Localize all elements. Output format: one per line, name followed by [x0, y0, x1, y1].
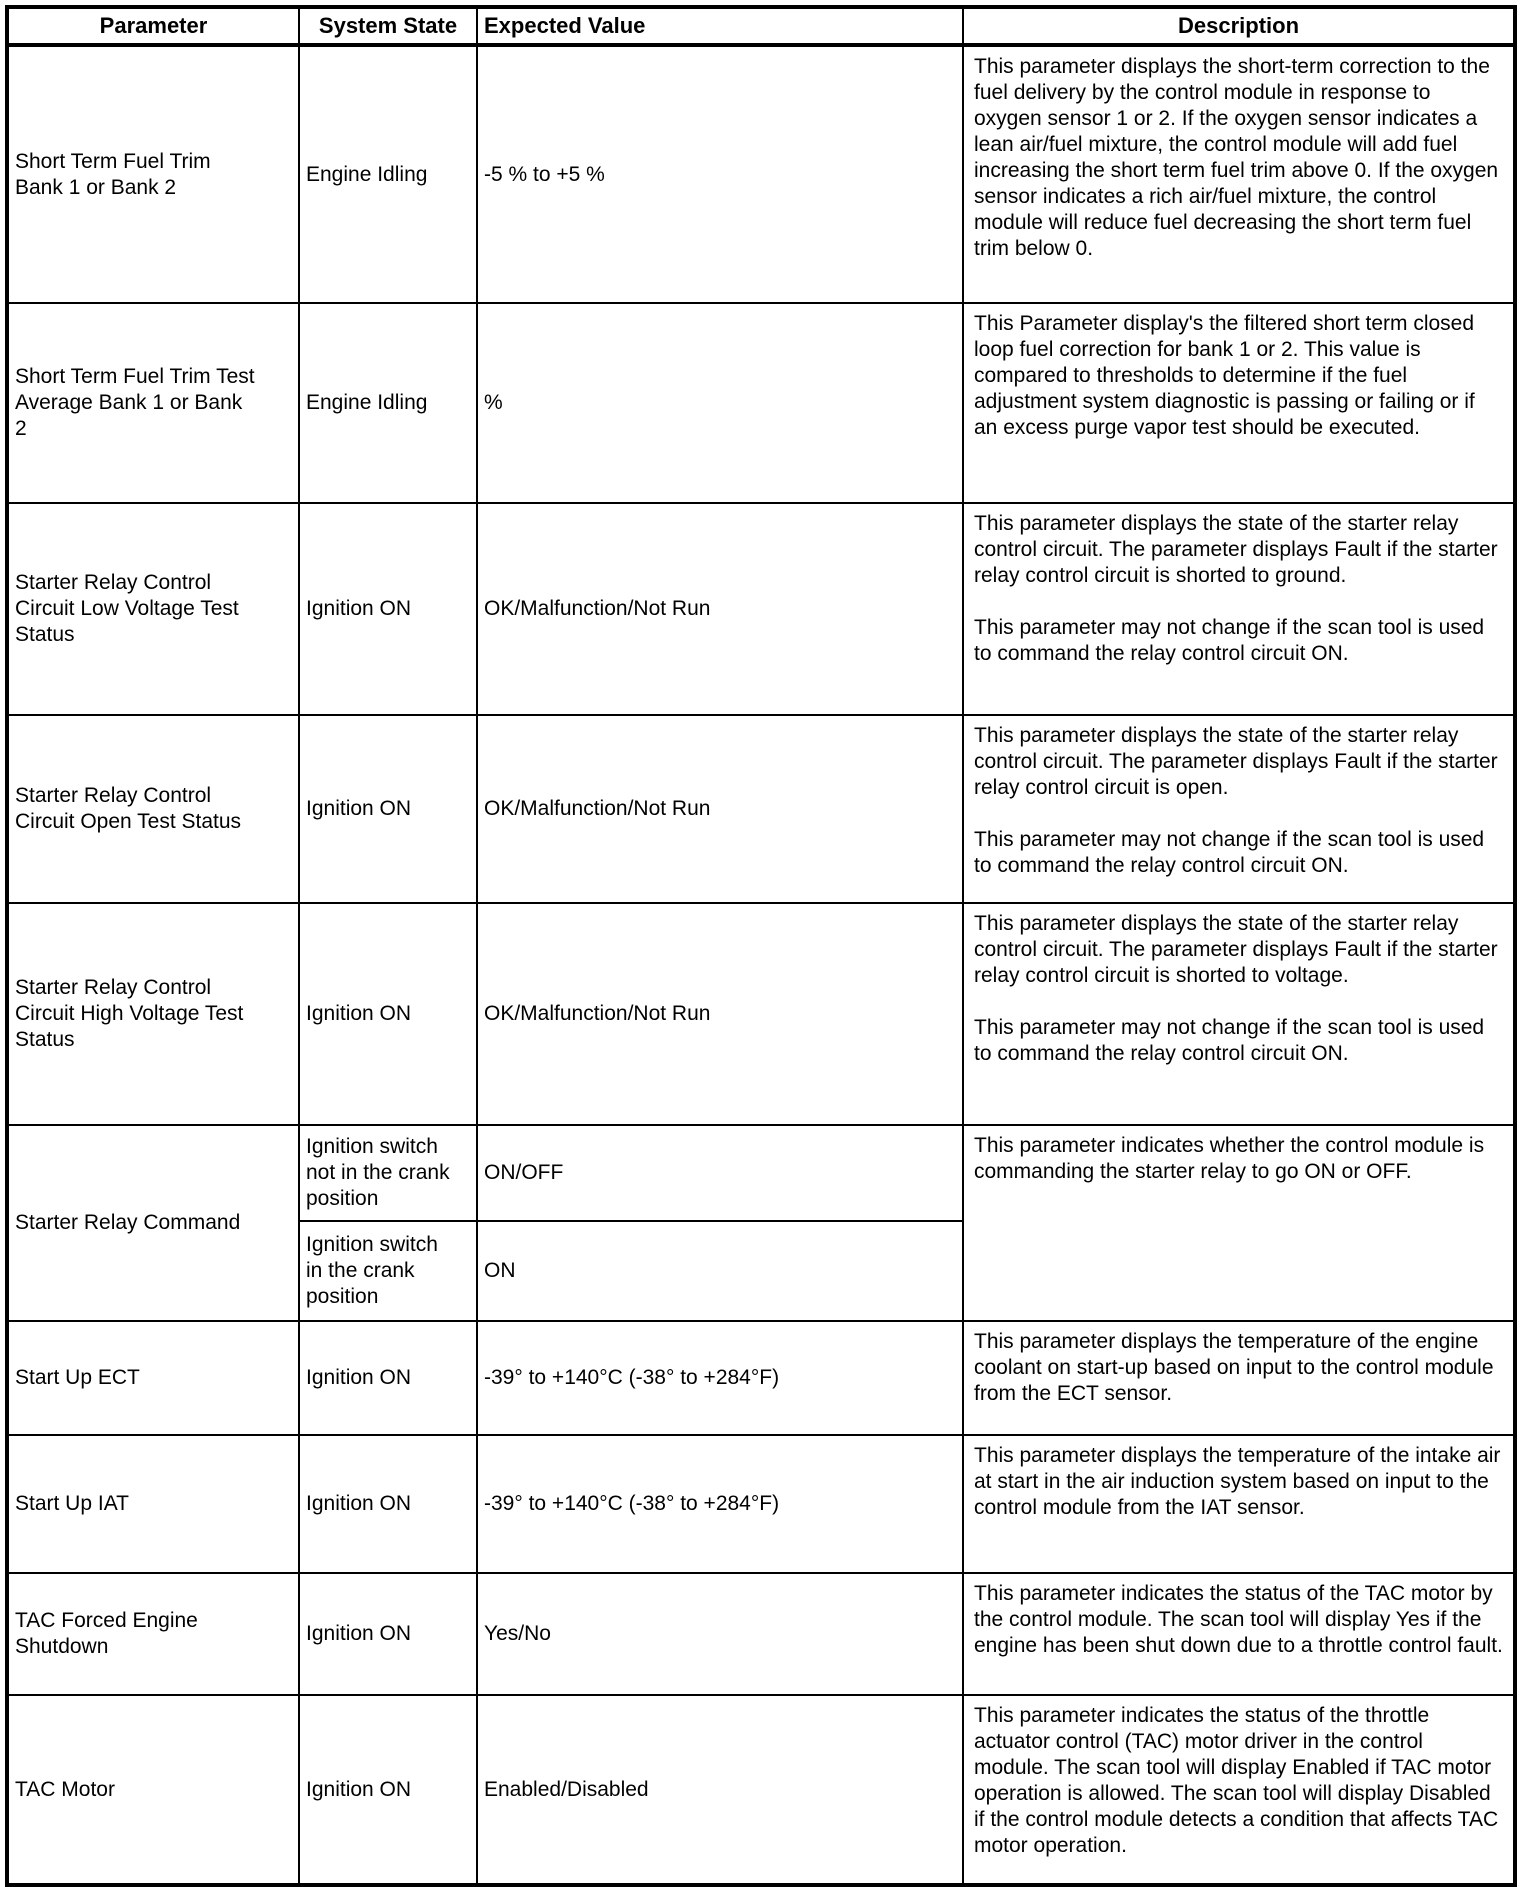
description-cell: [963, 503, 1515, 715]
expected-value-cell: -39° to +140°C (-38° to +284°F): [477, 1321, 963, 1435]
description-paragraph: This parameter may not change if the scan tool is used to command the relay control circuit ON.: [974, 1016, 1485, 1065]
system-state-cell: Ignition ON: [299, 1695, 477, 1885]
system-state-cell: Ignition ON: [299, 1435, 477, 1573]
table-row: [7, 1321, 1515, 1435]
table-row: [7, 303, 1515, 503]
table-row: [7, 1125, 1515, 1221]
parameter-cell: TAC Motor: [7, 1695, 299, 1885]
description-paragraph: This parameter displays the state of the starter relay control circuit. The parameter displays Fault if the starter relay control circuit is shorted to ground.: [974, 512, 1498, 587]
parameter-cell: Starter Relay Control Circuit Open Test Status: [7, 715, 299, 903]
description-cell: [963, 1435, 1515, 1573]
system-state-cell: Ignition ON: [299, 1573, 477, 1695]
expected-value-cell: -5 % to +5 %: [477, 45, 963, 303]
expected-value-cell: OK/Malfunction/Not Run: [477, 503, 963, 715]
description-paragraph: This parameter may not change if the scan tool is used to command the relay control circuit ON.: [974, 828, 1485, 877]
description-paragraph: This parameter displays the short-term correction to the fuel delivery by the control module in response to oxygen sensor 1 or 2. If the oxygen sensor indicates a lean air/fuel mixture, the control module will add fuel increasing the short term fuel trim above 0. If the oxygen sensor indicates a rich air/fuel mixture, the control module will reduce fuel decreasing the short term fuel trim below 0.: [974, 55, 1499, 260]
description-cell: [963, 1321, 1515, 1435]
expected-value-cell: %: [477, 303, 963, 503]
description-paragraph: This parameter may not change if the scan tool is used to command the relay control circuit ON.: [974, 616, 1485, 665]
table-row: [7, 503, 1515, 715]
col-header-description: Description: [963, 7, 1515, 45]
parameter-cell: Short Term Fuel Trim Test Average Bank 1 or Bank 2: [7, 303, 299, 503]
description-paragraph: This parameter displays the temperature of the intake air at start in the air induction system based on input to the control module from the IAT sensor.: [974, 1444, 1501, 1519]
expected-value-cell: Enabled/Disabled: [477, 1695, 963, 1885]
description-cell: [963, 303, 1515, 503]
expected-value-cell: -39° to +140°C (-38° to +284°F): [477, 1435, 963, 1573]
system-state-cell: Ignition ON: [299, 1321, 477, 1435]
description-cell: [963, 45, 1515, 303]
system-state-cell: Ignition ON: [299, 503, 477, 715]
table-row: [7, 1695, 1515, 1885]
col-header-parameter: Parameter: [7, 7, 299, 45]
table-row: [7, 715, 1515, 903]
description-paragraph: This parameter displays the state of the starter relay control circuit. The parameter displays Fault if the starter relay control circuit is shorted to voltage.: [974, 912, 1498, 987]
expected-value-cell: Yes/No: [477, 1573, 963, 1695]
description-paragraph: This parameter indicates the status of the throttle actuator control (TAC) motor driver in the control module. The scan tool will display Enabled if TAC motor operation is allowed. The scan tool will display Disabled if the control module detects a condition that affects TAC motor operation.: [974, 1704, 1499, 1857]
system-state-cell: Ignition ON: [299, 715, 477, 903]
expected-value-cell: ON: [477, 1221, 963, 1321]
expected-value-cell: OK/Malfunction/Not Run: [477, 903, 963, 1125]
system-state-cell: Ignition ON: [299, 903, 477, 1125]
system-state-cell: Ignition switch not in the crank position: [299, 1125, 477, 1221]
parameter-cell: Starter Relay Command: [7, 1125, 299, 1321]
parameter-cell: Start Up ECT: [7, 1321, 299, 1435]
description-cell: [963, 1695, 1515, 1885]
table-row: [7, 1573, 1515, 1695]
parameter-cell: Starter Relay Control Circuit Low Voltage Test Status: [7, 503, 299, 715]
parameter-cell: Starter Relay Control Circuit High Voltage Test Status: [7, 903, 299, 1125]
parameter-cell: Start Up IAT: [7, 1435, 299, 1573]
table-row: [7, 45, 1515, 303]
system-state-cell: Engine Idling: [299, 45, 477, 303]
description-paragraph: This parameter displays the temperature of the engine coolant on start-up based on input to the control module from the ECT sensor.: [974, 1330, 1494, 1405]
scan-tool-parameter-table: [5, 5, 1517, 1887]
header-row: [7, 7, 1515, 45]
description-paragraph: This parameter indicates whether the control module is commanding the starter relay to go ON or OFF.: [974, 1134, 1485, 1183]
expected-value-cell: OK/Malfunction/Not Run: [477, 715, 963, 903]
system-state-cell: Engine Idling: [299, 303, 477, 503]
col-header-expected-value: Expected Value: [477, 7, 963, 45]
description-paragraph: This Parameter display's the filtered short term closed loop fuel correction for bank 1 or 2. This value is compared to thresholds to determine if the fuel adjustment system diagnostic is passing or failing or if an excess purge vapor test should be executed.: [974, 312, 1475, 439]
system-state-cell: Ignition switch in the crank position: [299, 1221, 477, 1321]
expected-value-cell: ON/OFF: [477, 1125, 963, 1221]
table-row: [7, 903, 1515, 1125]
parameter-cell: TAC Forced Engine Shutdown: [7, 1573, 299, 1695]
description-cell: [963, 1125, 1515, 1321]
description-paragraph: This parameter indicates the status of the TAC motor by the control module. The scan tool will display Yes if the engine has been shut down due to a throttle control fault.: [974, 1582, 1503, 1657]
description-cell: [963, 1573, 1515, 1695]
description-cell: [963, 903, 1515, 1125]
parameter-cell: Short Term Fuel Trim Bank 1 or Bank 2: [7, 45, 299, 303]
description-cell: [963, 715, 1515, 903]
description-paragraph: This parameter displays the state of the starter relay control circuit. The parameter displays Fault if the starter relay control circuit is open.: [974, 724, 1498, 799]
table-row: [7, 1435, 1515, 1573]
col-header-system-state: System State: [299, 7, 477, 45]
